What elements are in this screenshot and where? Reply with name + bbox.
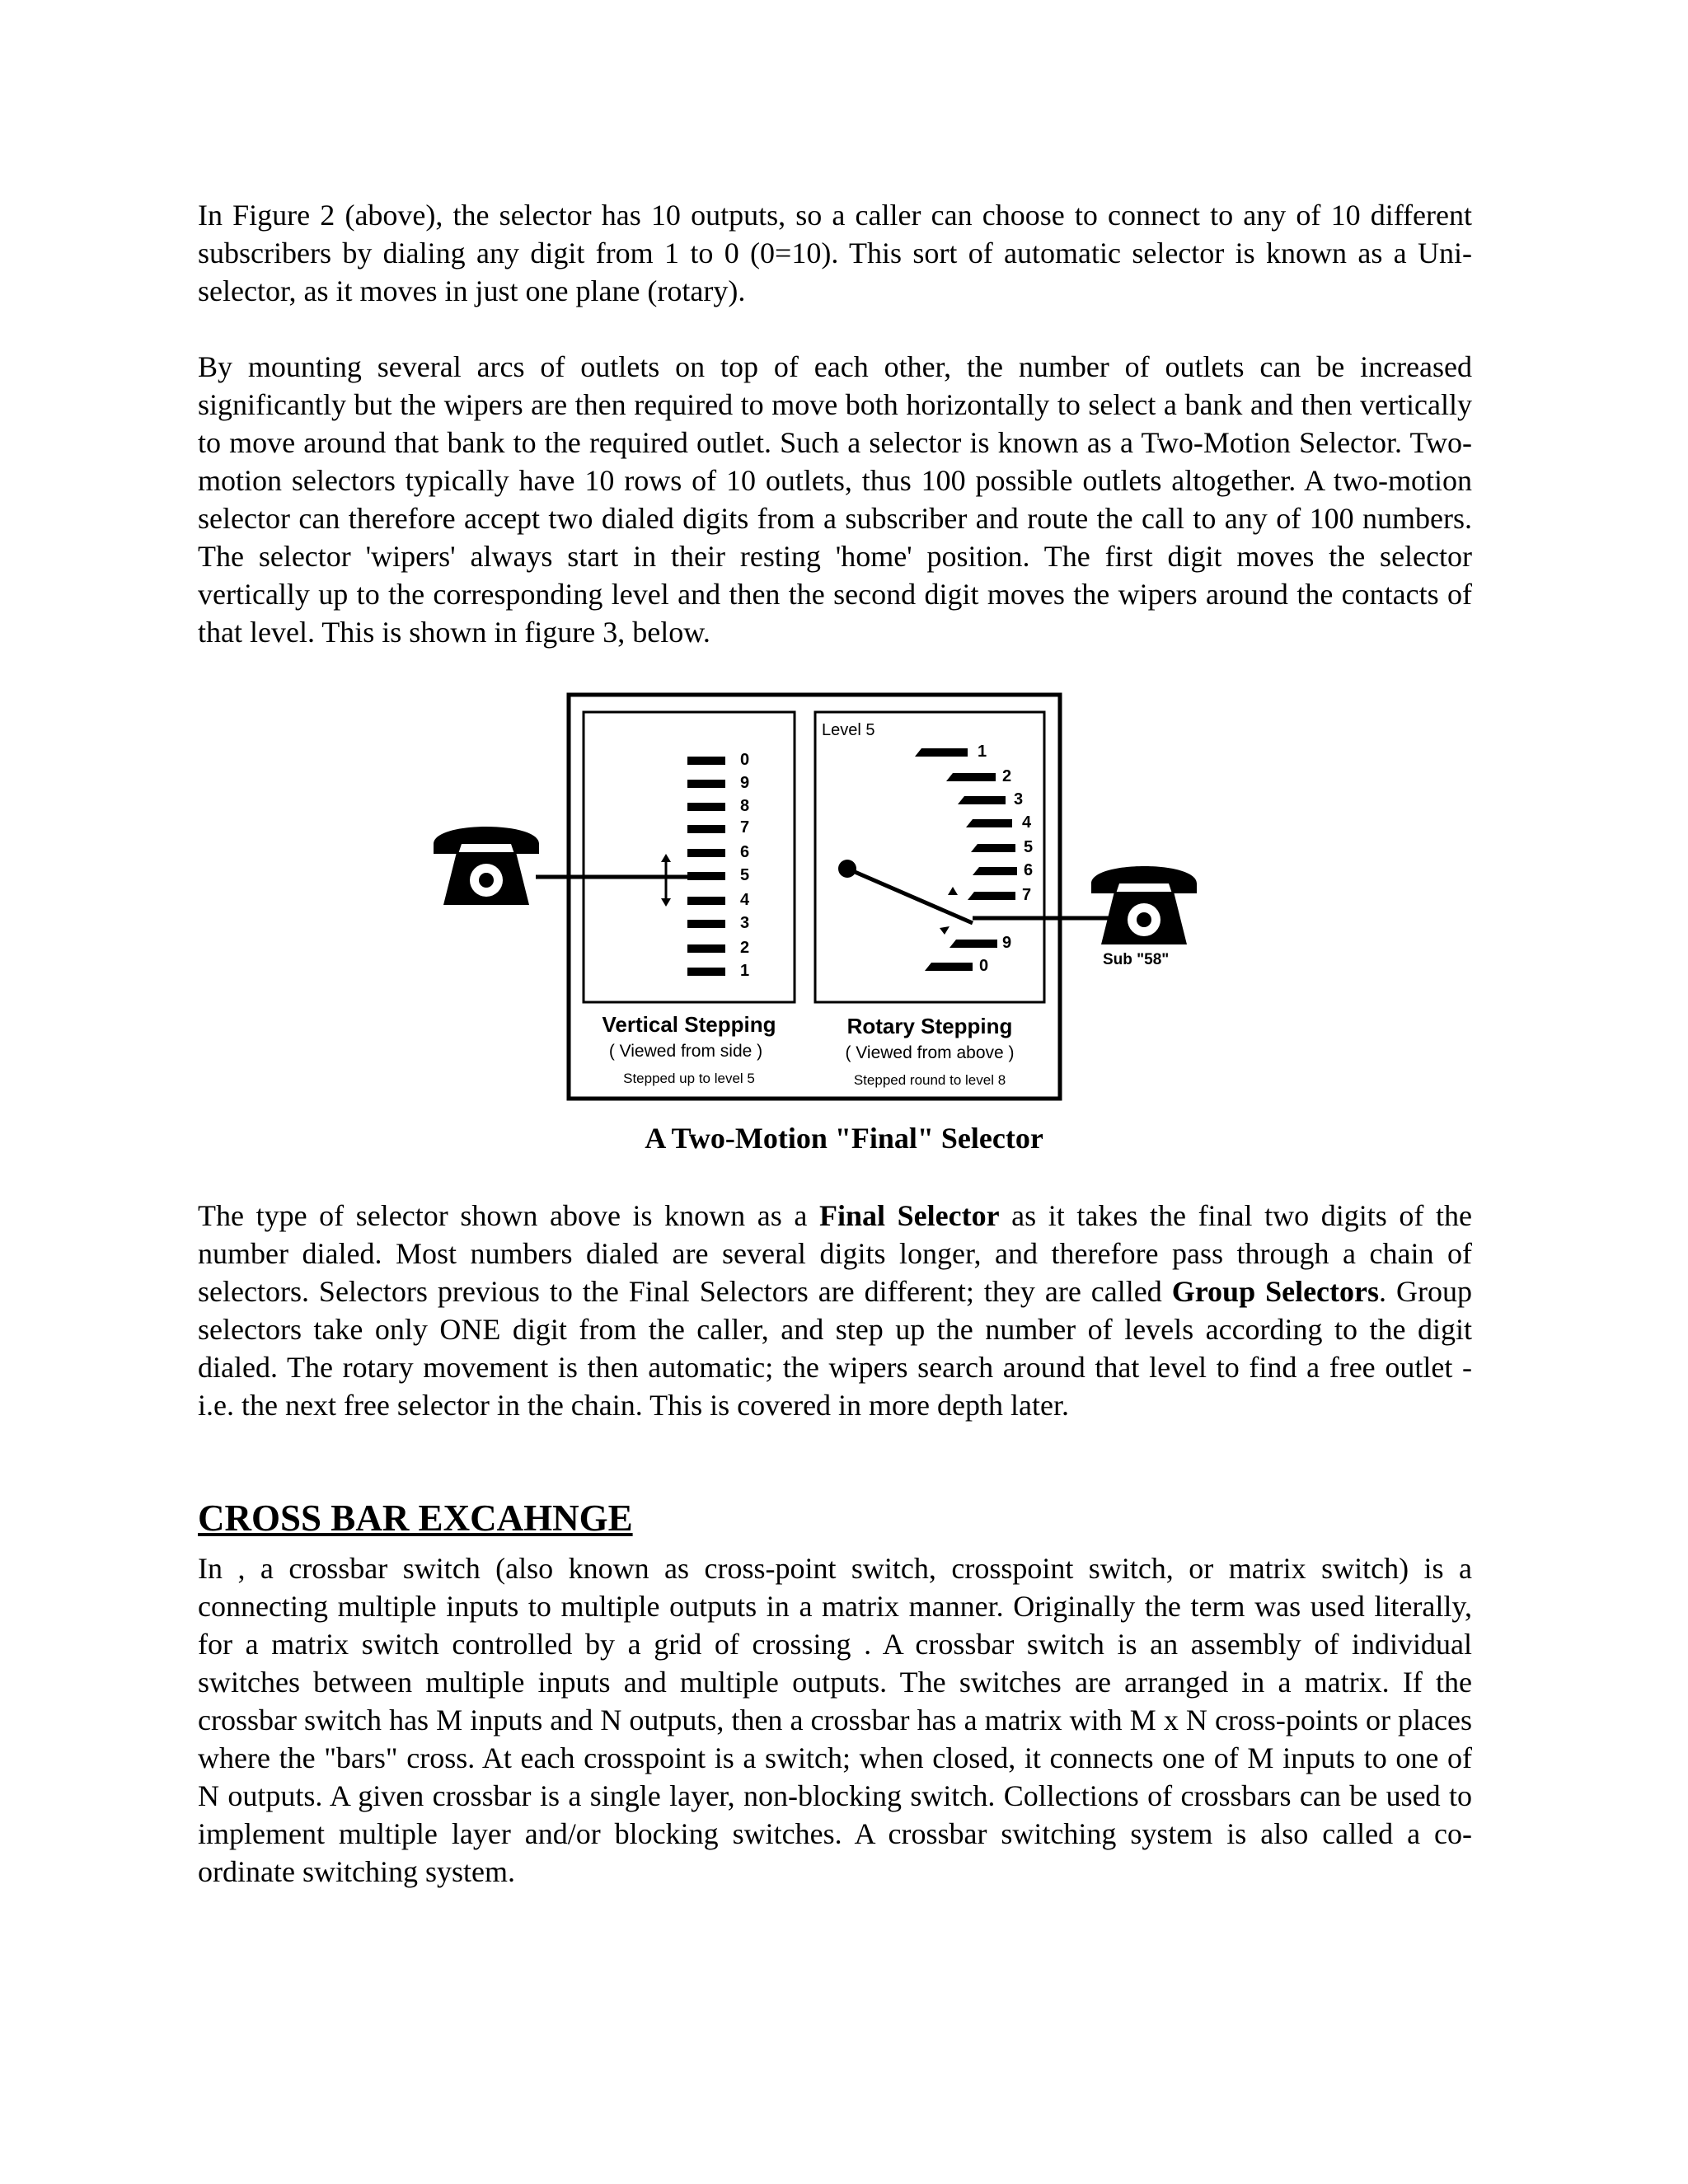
vertical-level-digits: [740, 751, 750, 980]
level-contact-bar: [687, 944, 725, 953]
outlet-digit: 9: [1002, 934, 1012, 952]
level-contact-bar: [687, 803, 725, 811]
paragraph-final-selector: [198, 1197, 1472, 1424]
paragraph-two-motion-selector: By mounting several arcs of outlets on top of each other, the number of outlets can be increased significantly but the wipers are then required to move both horizontally to select a bank and then vertically to move around that bank to the required outlet. Such a selector is known as a Two-Motion Selector. Two-motion selectors typically have 10 rows of 10 outlets, thus 100 possible outlets altogether. A two-motion selector can therefore accept two dialed digits from a subscriber and route the call to any of 100 numbers. The selector 'wipers' always start in their resting 'home' position. The first digit moves the selector vertically up to the corresponding level and then the second digit moves the wipers around the contacts of that level. This is shown in figure 3, below.: [198, 350, 1472, 649]
rotary-stepping-title: Rotary Stepping: [846, 1014, 1013, 1038]
level-contact-bar: [687, 920, 725, 928]
outlet-contact-bar: [973, 867, 1017, 875]
level-digit: 1: [740, 962, 750, 980]
vertical-stepping-title: Vertical Stepping: [602, 1012, 776, 1037]
telephone-icon: [434, 827, 539, 905]
outlet-contact-bar: [968, 892, 1015, 900]
outlet-digit: 3: [1014, 790, 1024, 808]
level-contact-bar: [687, 780, 725, 788]
outlet-contact-bar: [966, 819, 1012, 827]
level-contact-bar: [687, 849, 725, 857]
p3-text-c: as it takes the final two digits of the number dialed. Most numbers dialed are several digits longer, and therefore pass through a chain of selectors. Selectors previous to the Final Selectors are different; they are called: [198, 1199, 1472, 1308]
rotation-arrow-icon: [940, 887, 958, 935]
outlet-digit: 7: [1022, 886, 1032, 904]
rotary-stepping-subtitle: ( Viewed from above ): [845, 1043, 1015, 1062]
paragraph-uni-selector: In Figure 2 (above), the selector has 10 outputs, so a caller can choose to connect to any of 10 different subscribers by dialing any digit from 1 to 0 (0=10). This sort of automatic selector is known as a Uni-selector, as it moves in just one plane (rotary).: [198, 199, 1472, 307]
rotary-panel-box: [815, 712, 1044, 1002]
level-contact-bar: [687, 825, 725, 833]
vertical-level-bars: [687, 757, 725, 976]
level-5-label: Level 5: [822, 721, 875, 739]
level-digit: 5: [740, 866, 750, 884]
level-digit: 4: [740, 891, 750, 909]
level-contact-bar: [687, 897, 725, 905]
outlet-digit: 2: [1002, 767, 1012, 785]
level-contact-bar: [687, 872, 725, 880]
section-heading-crossbar: CROSS BAR EXCAHNGE: [198, 1497, 633, 1539]
level-digit: 2: [740, 939, 750, 957]
outlet-contact-bar: [925, 963, 973, 971]
level-digit: 9: [740, 774, 750, 792]
outlet-contact-bar: [915, 748, 968, 757]
p3-text-e: . Group selectors take only ONE digit from the caller, and step up the number of levels according to the digit dialed. The rotary movement is then automatic; the wipers search around that level to find a free outlet - i.e. the next free selector in the chain. This is covered in more depth later.: [198, 1275, 1472, 1422]
vertical-stepping-note: Stepped up to level 5: [623, 1071, 755, 1086]
p3-text-a: The type of selector shown above is known as a: [198, 1199, 819, 1232]
outlet-digit: 6: [1024, 861, 1034, 879]
subscriber-label: Sub "58": [1103, 951, 1170, 968]
outlet-contact-bar: [946, 773, 996, 781]
figure-frame: [569, 695, 1060, 1099]
outlet-digit: 5: [1024, 838, 1034, 856]
rotary-outlet-bars: [915, 748, 1017, 971]
rotary-stepping-note: Stepped round to level 8: [853, 1072, 1006, 1088]
up-down-arrow-icon: [661, 854, 671, 907]
vertical-panel-box: [584, 712, 795, 1002]
figure-caption: A Two-Motion "Final" Selector: [645, 1122, 1043, 1155]
wiper-pivot: [838, 860, 856, 878]
outlet-digit: 4: [1022, 813, 1032, 832]
telephone-icon: [1091, 866, 1197, 944]
group-selectors-term: Group Selectors: [1171, 1275, 1380, 1308]
vertical-stepping-subtitle: ( Viewed from side ): [608, 1042, 763, 1061]
outlet-digit: 1: [978, 743, 987, 761]
paragraph-crossbar: In , a crossbar switch (also known as cross-point switch, crosspoint switch, or matrix switch) is a connecting multiple inputs to multiple outputs in a matrix manner. Originally the term was used literally, for a matrix switch controlled by a grid of crossing . A crossbar switch is an assembly of individual switches between multiple inputs and multiple outputs. The switches are arranged in a matrix. If the crossbar switch has M inputs and N outputs, then a crossbar has a matrix with M x N cross-points or places where the "bars" cross. At each crosspoint is a switch; when closed, it connects one of M inputs to one of N outputs. A given crossbar is a single layer, non-blocking switch. Collections of crossbars can be used to implement multiple layer and/or blocking switches. A crossbar switching system is also called a co-ordinate switching system.: [198, 1552, 1472, 1888]
level-digit: 7: [740, 818, 750, 837]
wiper-arm: [847, 869, 973, 923]
final-selector-term: Final Selector: [818, 1199, 1000, 1232]
outlet-contact-bar: [950, 940, 997, 948]
outlet-contact-bar: [958, 796, 1006, 804]
level-contact-bar: [687, 757, 725, 765]
level-digit: 3: [740, 914, 750, 932]
outlet-digit: 0: [979, 957, 989, 975]
level-digit: 8: [740, 797, 750, 815]
rotary-outlet-digits: [978, 743, 1033, 975]
level-contact-bar: [687, 968, 725, 976]
level-digit: 0: [740, 751, 750, 769]
outlet-contact-bar: [971, 844, 1015, 852]
level-digit: 6: [740, 843, 750, 861]
